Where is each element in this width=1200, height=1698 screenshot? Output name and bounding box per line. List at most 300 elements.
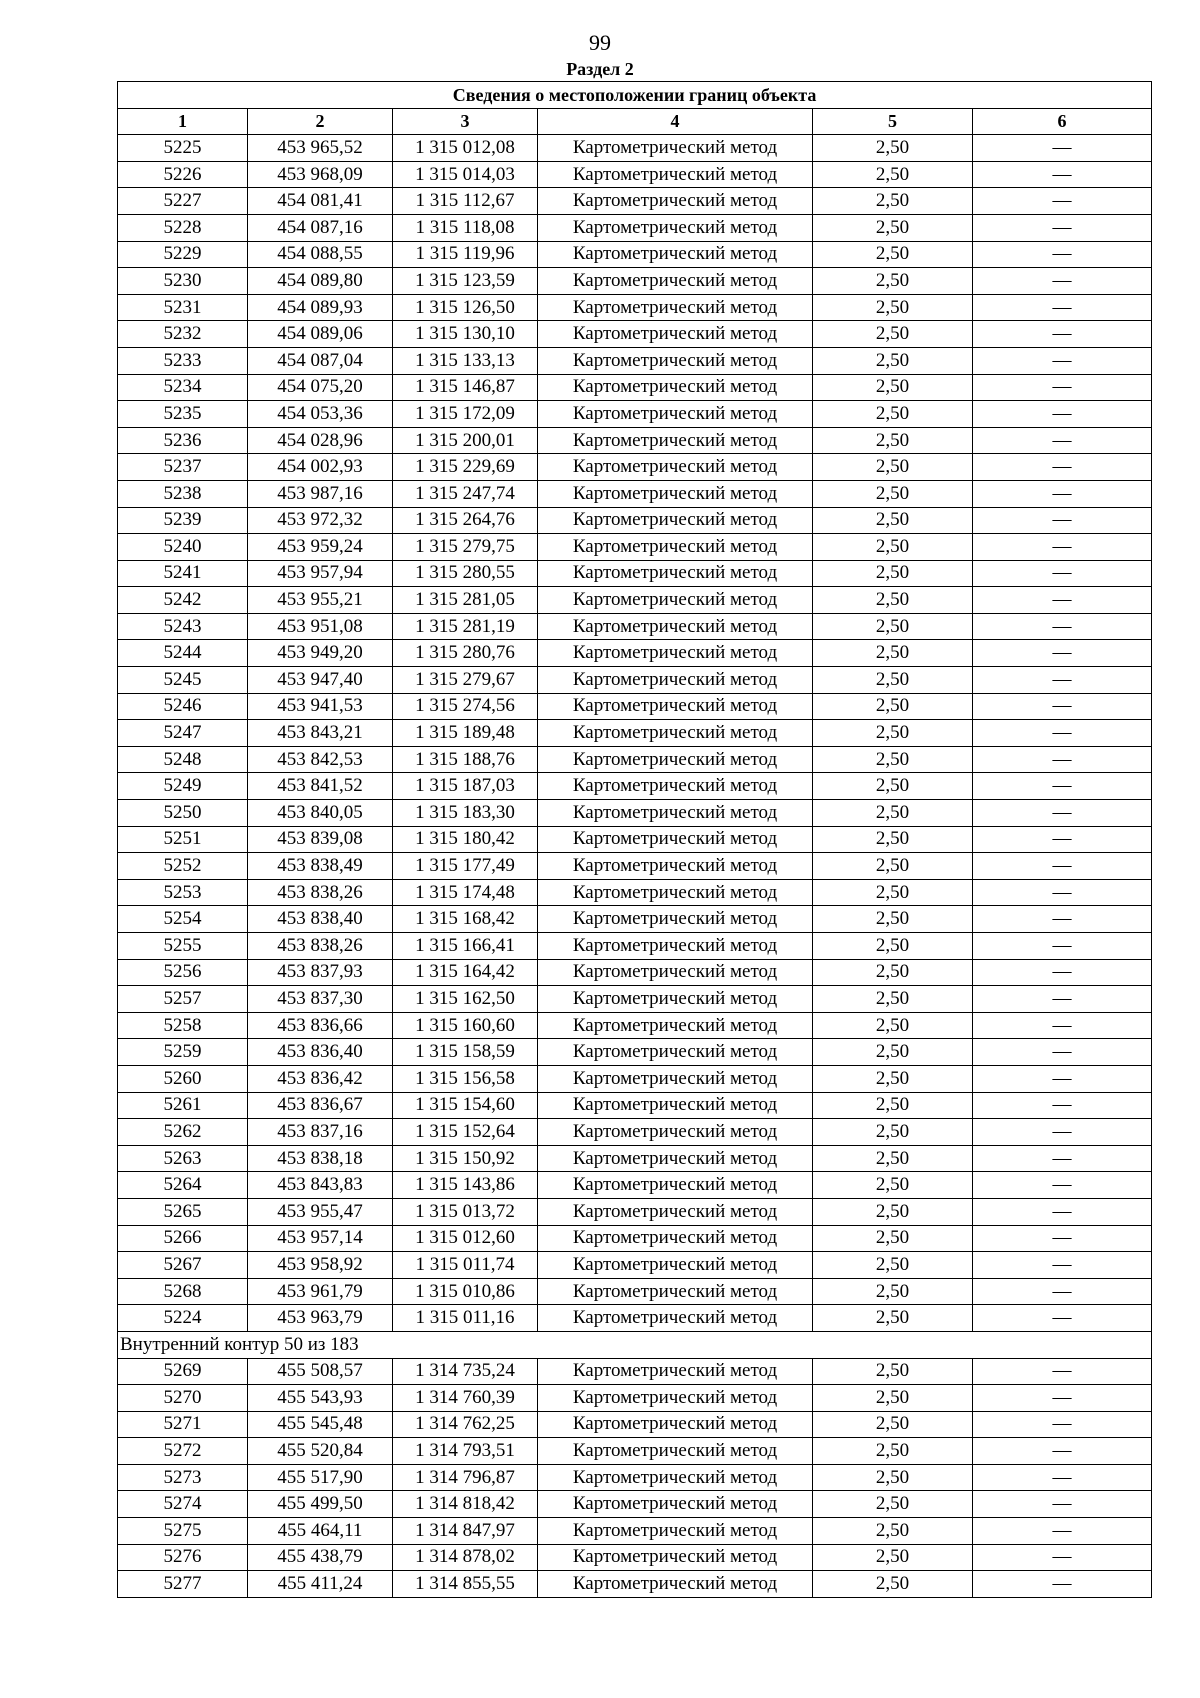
method-cell: Картометрический метод [538,826,813,853]
contour-label: Внутренний контур 50 из 183 [118,1331,1152,1358]
y-coordinate-cell: 1 315 180,42 [393,826,538,853]
x-coordinate-cell: 453 958,92 [248,1252,393,1279]
method-cell: Картометрический метод [538,587,813,614]
point-number-cell: 5254 [118,906,248,933]
x-coordinate-cell: 454 081,41 [248,188,393,215]
point-number-cell: 5255 [118,933,248,960]
point-number-cell: 5275 [118,1518,248,1545]
point-number-cell: 5245 [118,667,248,694]
point-number-cell: 5243 [118,613,248,640]
y-coordinate-cell: 1 314 735,24 [393,1358,538,1385]
x-coordinate-cell: 454 087,04 [248,347,393,374]
method-cell: Картометрический метод [538,534,813,561]
y-coordinate-cell: 1 315 189,48 [393,720,538,747]
y-coordinate-cell: 1 315 013,72 [393,1198,538,1225]
x-coordinate-cell: 453 838,49 [248,853,393,880]
column-number: 2 [248,108,393,135]
method-cell: Картометрический метод [538,906,813,933]
point-number-cell: 5248 [118,746,248,773]
description-cell: — [973,507,1152,534]
point-number-cell: 5225 [118,135,248,162]
x-coordinate-cell: 453 963,79 [248,1305,393,1332]
description-cell: — [973,906,1152,933]
y-coordinate-cell: 1 314 878,02 [393,1544,538,1571]
table-row [118,347,1152,374]
accuracy-cell: 2,50 [813,1464,973,1491]
table-row [118,294,1152,321]
table-body-inner-contour [118,1358,1152,1597]
point-number-cell: 5252 [118,853,248,880]
x-coordinate-cell: 453 843,83 [248,1172,393,1199]
y-coordinate-cell: 1 315 010,86 [393,1278,538,1305]
table-row [118,534,1152,561]
point-number-cell: 5231 [118,294,248,321]
accuracy-cell: 2,50 [813,374,973,401]
method-cell: Картометрический метод [538,1358,813,1385]
y-coordinate-cell: 1 315 146,87 [393,374,538,401]
x-coordinate-cell: 453 838,40 [248,906,393,933]
description-cell: — [973,374,1152,401]
y-coordinate-cell: 1 315 168,42 [393,906,538,933]
method-cell: Картометрический метод [538,188,813,215]
method-cell: Картометрический метод [538,1385,813,1412]
table-row [118,188,1152,215]
x-coordinate-cell: 453 836,66 [248,1012,393,1039]
accuracy-cell: 2,50 [813,773,973,800]
y-coordinate-cell: 1 315 183,30 [393,800,538,827]
table-row [118,427,1152,454]
accuracy-cell: 2,50 [813,454,973,481]
table-row [118,1252,1152,1279]
table-row [118,1198,1152,1225]
y-coordinate-cell: 1 314 818,42 [393,1491,538,1518]
method-cell: Картометрический метод [538,1571,813,1598]
y-coordinate-cell: 1 315 118,08 [393,214,538,241]
accuracy-cell: 2,50 [813,161,973,188]
table-row [118,1145,1152,1172]
table-row [118,773,1152,800]
x-coordinate-cell: 455 438,79 [248,1544,393,1571]
accuracy-cell: 2,50 [813,321,973,348]
accuracy-cell: 2,50 [813,1145,973,1172]
description-cell: — [973,1198,1152,1225]
table-row [118,613,1152,640]
point-number-cell: 5266 [118,1225,248,1252]
description-cell: — [973,560,1152,587]
method-cell: Картометрический метод [538,454,813,481]
accuracy-cell: 2,50 [813,188,973,215]
description-cell: — [973,454,1152,481]
point-number-cell: 5262 [118,1119,248,1146]
method-cell: Картометрический метод [538,1012,813,1039]
description-cell: — [973,720,1152,747]
column-number: 4 [538,108,813,135]
accuracy-cell: 2,50 [813,1039,973,1066]
table-caption-row [118,82,1152,109]
method-cell: Картометрический метод [538,986,813,1013]
method-cell: Картометрический метод [538,720,813,747]
description-cell: — [973,667,1152,694]
table-row [118,906,1152,933]
method-cell: Картометрический метод [538,933,813,960]
table-row [118,853,1152,880]
description-cell: — [973,1225,1152,1252]
table-row [118,640,1152,667]
method-cell: Картометрический метод [538,214,813,241]
description-cell: — [973,986,1152,1013]
description-cell: — [973,1491,1152,1518]
accuracy-cell: 2,50 [813,1252,973,1279]
table-row [118,1225,1152,1252]
table-row [118,800,1152,827]
description-cell: — [973,1305,1152,1332]
accuracy-cell: 2,50 [813,427,973,454]
accuracy-cell: 2,50 [813,667,973,694]
accuracy-cell: 2,50 [813,1385,973,1412]
accuracy-cell: 2,50 [813,534,973,561]
table-row [118,560,1152,587]
description-cell: — [973,480,1152,507]
x-coordinate-cell: 453 957,94 [248,560,393,587]
table-row [118,374,1152,401]
point-number-cell: 5249 [118,773,248,800]
x-coordinate-cell: 455 411,24 [248,1571,393,1598]
accuracy-cell: 2,50 [813,294,973,321]
x-coordinate-cell: 453 843,21 [248,720,393,747]
point-number-cell: 5273 [118,1464,248,1491]
y-coordinate-cell: 1 315 012,08 [393,135,538,162]
table-row [118,1119,1152,1146]
table-row [118,454,1152,481]
x-coordinate-cell: 453 838,26 [248,933,393,960]
method-cell: Картометрический метод [538,1252,813,1279]
table-row [118,1358,1152,1385]
point-number-cell: 5229 [118,241,248,268]
table-body-contour-label [118,1331,1152,1358]
point-number-cell: 5269 [118,1358,248,1385]
x-coordinate-cell: 455 517,90 [248,1464,393,1491]
accuracy-cell: 2,50 [813,1438,973,1465]
point-number-cell: 5250 [118,800,248,827]
method-cell: Картометрический метод [538,1518,813,1545]
point-number-cell: 5257 [118,986,248,1013]
accuracy-cell: 2,50 [813,347,973,374]
accuracy-cell: 2,50 [813,906,973,933]
y-coordinate-cell: 1 315 119,96 [393,241,538,268]
accuracy-cell: 2,50 [813,933,973,960]
method-cell: Картометрический метод [538,693,813,720]
x-coordinate-cell: 453 838,18 [248,1145,393,1172]
point-number-cell: 5240 [118,534,248,561]
point-number-cell: 5237 [118,454,248,481]
method-cell: Картометрический метод [538,560,813,587]
x-coordinate-cell: 454 088,55 [248,241,393,268]
y-coordinate-cell: 1 315 014,03 [393,161,538,188]
method-cell: Картометрический метод [538,613,813,640]
method-cell: Картометрический метод [538,268,813,295]
description-cell: — [973,800,1152,827]
point-number-cell: 5227 [118,188,248,215]
accuracy-cell: 2,50 [813,135,973,162]
description-cell: — [973,746,1152,773]
x-coordinate-cell: 453 837,93 [248,959,393,986]
accuracy-cell: 2,50 [813,1571,973,1598]
accuracy-cell: 2,50 [813,1491,973,1518]
method-cell: Картометрический метод [538,773,813,800]
point-number-cell: 5251 [118,826,248,853]
description-cell: — [973,241,1152,268]
x-coordinate-cell: 453 949,20 [248,640,393,667]
y-coordinate-cell: 1 315 150,92 [393,1145,538,1172]
accuracy-cell: 2,50 [813,826,973,853]
accuracy-cell: 2,50 [813,214,973,241]
y-coordinate-cell: 1 315 130,10 [393,321,538,348]
description-cell: — [973,1544,1152,1571]
column-number: 1 [118,108,248,135]
x-coordinate-cell: 453 957,14 [248,1225,393,1252]
point-number-cell: 5235 [118,401,248,428]
point-number-cell: 5244 [118,640,248,667]
description-cell: — [973,853,1152,880]
point-number-cell: 5246 [118,693,248,720]
point-number-cell: 5228 [118,214,248,241]
description-cell: — [973,1464,1152,1491]
description-cell: — [973,214,1152,241]
y-coordinate-cell: 1 315 162,50 [393,986,538,1013]
x-coordinate-cell: 453 838,26 [248,879,393,906]
table-row [118,1411,1152,1438]
table-row [118,401,1152,428]
description-cell: — [973,1278,1152,1305]
method-cell: Картометрический метод [538,1491,813,1518]
x-coordinate-cell: 455 520,84 [248,1438,393,1465]
accuracy-cell: 2,50 [813,1012,973,1039]
x-coordinate-cell: 455 545,48 [248,1411,393,1438]
table-row [118,507,1152,534]
accuracy-cell: 2,50 [813,720,973,747]
y-coordinate-cell: 1 315 154,60 [393,1092,538,1119]
description-cell: — [973,1092,1152,1119]
y-coordinate-cell: 1 315 247,74 [393,480,538,507]
table-row [118,959,1152,986]
description-cell: — [973,640,1152,667]
description-cell: — [973,188,1152,215]
description-cell: — [973,1518,1152,1545]
x-coordinate-cell: 453 837,16 [248,1119,393,1146]
table-row [118,720,1152,747]
y-coordinate-cell: 1 314 847,97 [393,1518,538,1545]
point-number-cell: 5224 [118,1305,248,1332]
table-row [118,1464,1152,1491]
method-cell: Картометрический метод [538,135,813,162]
accuracy-cell: 2,50 [813,1225,973,1252]
x-coordinate-cell: 453 972,32 [248,507,393,534]
x-coordinate-cell: 453 955,47 [248,1198,393,1225]
y-coordinate-cell: 1 315 187,03 [393,773,538,800]
x-coordinate-cell: 453 968,09 [248,161,393,188]
contour-label-row [118,1331,1152,1358]
description-cell: — [973,135,1152,162]
table-row [118,1491,1152,1518]
x-coordinate-cell: 453 947,40 [248,667,393,694]
y-coordinate-cell: 1 315 274,56 [393,693,538,720]
description-cell: — [973,1119,1152,1146]
x-coordinate-cell: 454 087,16 [248,214,393,241]
accuracy-cell: 2,50 [813,853,973,880]
point-number-cell: 5263 [118,1145,248,1172]
table-row [118,667,1152,694]
description-cell: — [973,1039,1152,1066]
y-coordinate-cell: 1 315 112,67 [393,188,538,215]
point-number-cell: 5242 [118,587,248,614]
point-number-cell: 5268 [118,1278,248,1305]
table-row [118,826,1152,853]
description-cell: — [973,427,1152,454]
accuracy-cell: 2,50 [813,1119,973,1146]
table-row [118,1305,1152,1332]
method-cell: Картометрический метод [538,374,813,401]
x-coordinate-cell: 453 951,08 [248,613,393,640]
y-coordinate-cell: 1 315 281,05 [393,587,538,614]
method-cell: Картометрический метод [538,1119,813,1146]
y-coordinate-cell: 1 315 123,59 [393,268,538,295]
x-coordinate-cell: 454 053,36 [248,401,393,428]
accuracy-cell: 2,50 [813,1358,973,1385]
y-coordinate-cell: 1 315 166,41 [393,933,538,960]
table-row [118,1012,1152,1039]
method-cell: Картометрический метод [538,1544,813,1571]
table-row [118,1518,1152,1545]
point-number-cell: 5267 [118,1252,248,1279]
x-coordinate-cell: 455 499,50 [248,1491,393,1518]
table-row [118,1172,1152,1199]
table-row [118,480,1152,507]
x-coordinate-cell: 453 961,79 [248,1278,393,1305]
method-cell: Картометрический метод [538,241,813,268]
method-cell: Картометрический метод [538,800,813,827]
y-coordinate-cell: 1 314 855,55 [393,1571,538,1598]
table-row [118,241,1152,268]
accuracy-cell: 2,50 [813,1065,973,1092]
accuracy-cell: 2,50 [813,1411,973,1438]
table-row [118,1571,1152,1598]
accuracy-cell: 2,50 [813,986,973,1013]
point-number-cell: 5276 [118,1544,248,1571]
table-row [118,268,1152,295]
description-cell: — [973,1385,1152,1412]
y-coordinate-cell: 1 315 279,75 [393,534,538,561]
y-coordinate-cell: 1 315 126,50 [393,294,538,321]
x-coordinate-cell: 453 839,08 [248,826,393,853]
point-number-cell: 5274 [118,1491,248,1518]
point-number-cell: 5272 [118,1438,248,1465]
point-number-cell: 5226 [118,161,248,188]
description-cell: — [973,1411,1152,1438]
description-cell: — [973,959,1152,986]
table-row [118,1385,1152,1412]
accuracy-cell: 2,50 [813,1172,973,1199]
description-cell: — [973,1065,1152,1092]
description-cell: — [973,826,1152,853]
x-coordinate-cell: 455 543,93 [248,1385,393,1412]
point-number-cell: 5238 [118,480,248,507]
x-coordinate-cell: 454 002,93 [248,454,393,481]
column-number: 3 [393,108,538,135]
method-cell: Картометрический метод [538,959,813,986]
page-number: 99 [589,30,611,55]
method-cell: Картометрический метод [538,1065,813,1092]
accuracy-cell: 2,50 [813,1305,973,1332]
table-row [118,135,1152,162]
x-coordinate-cell: 453 941,53 [248,693,393,720]
table-row [118,214,1152,241]
x-coordinate-cell: 453 987,16 [248,480,393,507]
table-row [118,161,1152,188]
point-number-cell: 5233 [118,347,248,374]
accuracy-cell: 2,50 [813,241,973,268]
y-coordinate-cell: 1 315 158,59 [393,1039,538,1066]
accuracy-cell: 2,50 [813,507,973,534]
x-coordinate-cell: 454 089,93 [248,294,393,321]
x-coordinate-cell: 453 836,67 [248,1092,393,1119]
x-coordinate-cell: 454 075,20 [248,374,393,401]
description-cell: — [973,587,1152,614]
point-number-cell: 5264 [118,1172,248,1199]
table-caption: Сведения о местоположении границ объекта [118,82,1152,109]
accuracy-cell: 2,50 [813,1198,973,1225]
method-cell: Картометрический метод [538,1039,813,1066]
description-cell: — [973,401,1152,428]
point-number-cell: 5253 [118,879,248,906]
y-coordinate-cell: 1 315 152,64 [393,1119,538,1146]
description-cell: — [973,1172,1152,1199]
y-coordinate-cell: 1 314 762,25 [393,1411,538,1438]
x-coordinate-cell: 453 955,21 [248,587,393,614]
y-coordinate-cell: 1 315 133,13 [393,347,538,374]
description-cell: — [973,1571,1152,1598]
y-coordinate-cell: 1 315 280,76 [393,640,538,667]
point-number-cell: 5232 [118,321,248,348]
table-body-outer-contour [118,135,1152,1332]
point-number-cell: 5277 [118,1571,248,1598]
description-cell: — [973,693,1152,720]
point-number-cell: 5236 [118,427,248,454]
method-cell: Картометрический метод [538,879,813,906]
point-number-cell: 5234 [118,374,248,401]
method-cell: Картометрический метод [538,1411,813,1438]
description-cell: — [973,1145,1152,1172]
y-coordinate-cell: 1 315 229,69 [393,454,538,481]
point-number-cell: 5259 [118,1039,248,1066]
accuracy-cell: 2,50 [813,693,973,720]
y-coordinate-cell: 1 314 793,51 [393,1438,538,1465]
accuracy-cell: 2,50 [813,879,973,906]
table-row [118,1438,1152,1465]
method-cell: Картометрический метод [538,1464,813,1491]
x-coordinate-cell: 453 842,53 [248,746,393,773]
table-row [118,746,1152,773]
method-cell: Картометрический метод [538,1278,813,1305]
method-cell: Картометрический метод [538,1225,813,1252]
y-coordinate-cell: 1 315 264,76 [393,507,538,534]
method-cell: Картометрический метод [538,401,813,428]
method-cell: Картометрический метод [538,667,813,694]
accuracy-cell: 2,50 [813,401,973,428]
x-coordinate-cell: 455 508,57 [248,1358,393,1385]
y-coordinate-cell: 1 315 012,60 [393,1225,538,1252]
point-number-cell: 5241 [118,560,248,587]
method-cell: Картометрический метод [538,480,813,507]
